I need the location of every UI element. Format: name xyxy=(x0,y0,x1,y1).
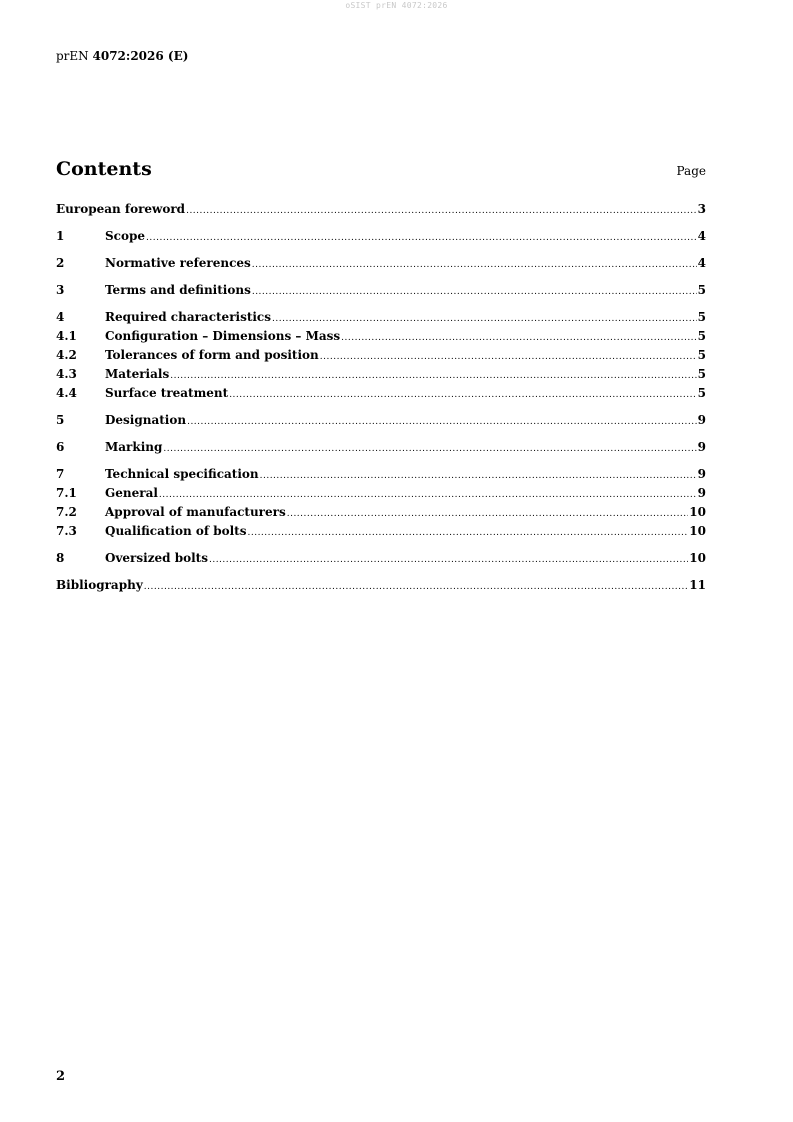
toc-entry-bibliography[interactable] xyxy=(56,577,706,596)
page-number: 2 xyxy=(56,1069,66,1084)
toc-dot-leader xyxy=(247,525,688,542)
toc-entry-number: 4.4 xyxy=(56,386,77,400)
toc-entry-marking[interactable] xyxy=(56,439,706,458)
toc-dot-leader xyxy=(146,230,697,247)
toc-entry-page: 4 xyxy=(697,229,706,243)
toc-entry-general[interactable] xyxy=(56,485,706,504)
document-header-number: 4072:2026 (E) xyxy=(92,49,189,63)
toc-dot-leader xyxy=(163,441,696,458)
toc-entry-page: 5 xyxy=(697,386,706,400)
toc-entry-title: Technical specification xyxy=(105,467,259,481)
toc-entry-title: Qualification of bolts xyxy=(105,524,247,538)
toc-dot-leader xyxy=(272,311,697,328)
toc-entry-number: 4 xyxy=(56,310,65,324)
toc-entry-number: 3 xyxy=(56,283,65,297)
toc-entry-page: 5 xyxy=(697,348,706,362)
toc-entry-page: 5 xyxy=(697,283,706,297)
toc-entry-title: Bibliography xyxy=(56,578,143,592)
toc-dot-leader xyxy=(187,414,697,431)
toc-entry-number: 7 xyxy=(56,467,65,481)
toc-entry-title: Tolerances of form and position xyxy=(105,348,319,362)
toc-entry-title: Designation xyxy=(105,413,187,427)
toc-entry-title: Scope xyxy=(105,229,146,243)
toc-entry-title: Normative references xyxy=(105,256,251,270)
toc-entry-page: 5 xyxy=(697,310,706,324)
toc-entry-title: European foreword xyxy=(56,202,186,216)
document-header-prefix: prEN xyxy=(56,49,93,63)
watermark: oSIST prEN 4072:2026 xyxy=(345,1,448,10)
toc-dot-leader xyxy=(209,552,688,569)
toc-entry-tolerances-of-form-and-position[interactable] xyxy=(56,347,706,366)
toc-entry-number: 6 xyxy=(56,440,65,454)
toc-entry-number: 4.3 xyxy=(56,367,77,381)
toc-dot-leader xyxy=(320,349,697,366)
toc-entry-number: 2 xyxy=(56,256,65,270)
toc-entry-page: 10 xyxy=(689,551,706,565)
toc-dot-leader xyxy=(341,330,696,347)
toc-entry-number: 8 xyxy=(56,551,65,565)
toc-entry-page: 10 xyxy=(689,524,706,538)
toc-entry-number: 7.2 xyxy=(56,505,77,519)
toc-entry-title: Terms and definitions xyxy=(105,283,251,297)
toc-dot-leader xyxy=(252,257,697,274)
toc-entry-number: 4.2 xyxy=(56,348,77,362)
toc-entry-page: 9 xyxy=(697,467,706,481)
toc-entry-configuration-dimensions-mass[interactable] xyxy=(56,328,706,347)
toc-entry-page: 4 xyxy=(697,256,706,270)
toc-entry-technical-specification[interactable] xyxy=(56,466,706,485)
toc-entry-page: 10 xyxy=(689,505,706,519)
toc-entry-title: Configuration – Dimensions – Mass xyxy=(105,329,341,343)
toc-entry-title: Approval of manufacturers xyxy=(105,505,286,519)
toc-dot-leader xyxy=(170,368,696,385)
toc-entry-oversized-bolts[interactable] xyxy=(56,550,706,569)
toc-entry-title: Required characteristics xyxy=(105,310,271,324)
toc-entry-title: Marking xyxy=(105,440,163,454)
toc-dot-leader xyxy=(260,468,697,485)
toc-entry-approval-of-manufacturers[interactable] xyxy=(56,504,706,523)
toc-dot-leader xyxy=(252,284,697,301)
toc-dot-leader xyxy=(229,387,696,404)
toc-entry-scope[interactable] xyxy=(56,228,706,247)
contents-title: Contents xyxy=(56,158,152,180)
toc-entry-number: 1 xyxy=(56,229,65,243)
toc-entry-page: 11 xyxy=(689,578,706,592)
toc-entry-number: 7.3 xyxy=(56,524,77,538)
toc-entry-qualification-of-bolts[interactable] xyxy=(56,523,706,542)
toc-dot-leader xyxy=(159,487,697,504)
toc-entry-page: 5 xyxy=(697,329,706,343)
toc-entry-page: 9 xyxy=(697,413,706,427)
document-header xyxy=(56,49,188,63)
toc-entry-title: Oversized bolts xyxy=(105,551,208,565)
toc-entry-title: Surface treatment xyxy=(105,386,229,400)
toc-entry-page: 5 xyxy=(697,367,706,381)
toc-entry-number: 5 xyxy=(56,413,65,427)
toc-dot-leader xyxy=(144,579,689,596)
toc-entry-european-foreword[interactable] xyxy=(56,201,706,220)
toc-entry-number: 4.1 xyxy=(56,329,77,343)
toc-dot-leader xyxy=(186,203,697,220)
toc-entry-page: 9 xyxy=(697,486,706,500)
toc-entry-title: General xyxy=(105,486,158,500)
toc-entry-terms-and-definitions[interactable] xyxy=(56,282,706,301)
toc-entry-title: Materials xyxy=(105,367,170,381)
toc-entry-surface-treatment[interactable] xyxy=(56,385,706,404)
toc-entry-materials[interactable] xyxy=(56,366,706,385)
toc-dot-leader xyxy=(287,506,689,523)
toc-entry-normative-references[interactable] xyxy=(56,255,706,274)
table-of-contents xyxy=(56,201,706,596)
toc-entry-required-characteristics[interactable] xyxy=(56,309,706,328)
toc-entry-page: 3 xyxy=(697,202,706,216)
page-column-label: Page xyxy=(676,164,706,178)
toc-entry-number: 7.1 xyxy=(56,486,77,500)
toc-entry-page: 9 xyxy=(697,440,706,454)
toc-entry-designation[interactable] xyxy=(56,412,706,431)
